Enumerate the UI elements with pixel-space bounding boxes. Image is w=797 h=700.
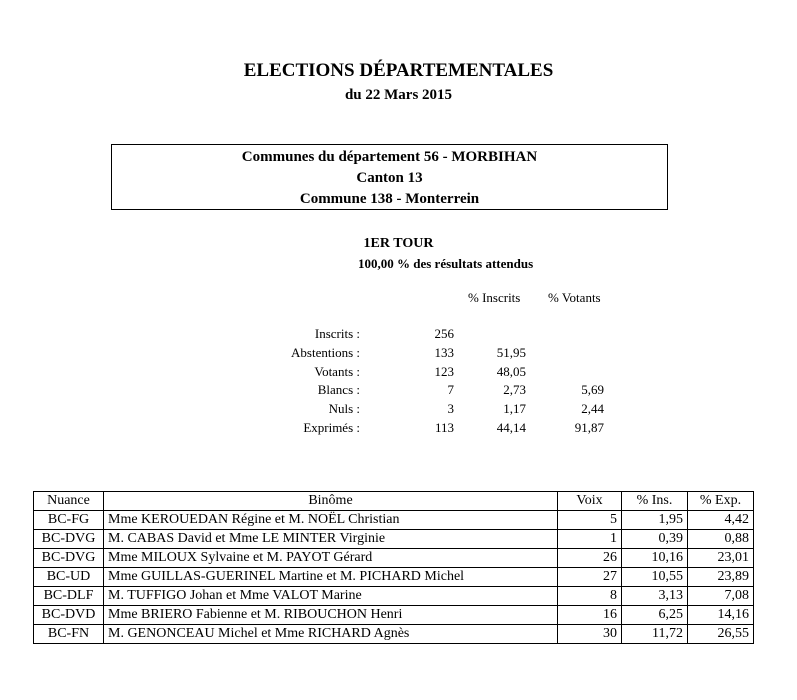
col-header-pct-votants: % Votants: [548, 290, 601, 305]
cell-pct-exp: 23,89: [688, 568, 754, 587]
cell-pct-ins: 10,16: [622, 549, 688, 568]
cell-binome: Mme MILOUX Sylvaine et M. PAYOT Gérard: [104, 549, 558, 568]
cell-nuance: BC-DLF: [34, 587, 104, 606]
table-row: [34, 511, 754, 530]
cell-binome: M. CABAS David et Mme LE MINTER Virginie: [104, 530, 558, 549]
summary-pct-votants: 91,87: [574, 420, 604, 435]
header-binome: Binôme: [104, 492, 558, 511]
header-pct-exp: % Exp.: [688, 492, 754, 511]
cell-nuance: BC-FN: [34, 625, 104, 644]
summary-pct-inscrits: 48,05: [496, 364, 526, 379]
cell-nuance: BC-DVD: [34, 606, 104, 625]
canton-line: Canton 13: [356, 170, 423, 186]
cell-pct-ins: 3,13: [622, 587, 688, 606]
header-voix: Voix: [558, 492, 622, 511]
cell-pct-exp: 4,42: [688, 511, 754, 530]
summary-pct-inscrits: 51,95: [496, 345, 526, 360]
page-title: ELECTIONS DÉPARTEMENTALES: [243, 60, 554, 81]
results-progress: 100,00 % des résultats attendus: [358, 256, 534, 271]
cell-binome: M. TUFFIGO Johan et Mme VALOT Marine: [104, 587, 558, 606]
summary-value: 133: [434, 345, 454, 360]
summary-pct-votants: 5,69: [581, 382, 604, 397]
cell-binome: Mme KEROUEDAN Régine et M. NOËL Christian: [104, 511, 558, 530]
commune-line: Commune 138 - Monterrein: [299, 191, 480, 207]
summary-label: Nuls :: [328, 401, 360, 416]
summary-pct-inscrits: 1,17: [503, 401, 526, 416]
results-table: [33, 491, 754, 644]
summary-label: Inscrits :: [314, 326, 360, 341]
table-row: [34, 587, 754, 606]
summary-label: Votants :: [314, 364, 360, 379]
round-title: 1ER TOUR: [363, 236, 434, 251]
cell-nuance: BC-DVG: [34, 530, 104, 549]
table-row: [34, 568, 754, 587]
results-body: [34, 511, 754, 644]
header-pct-ins: % Ins.: [622, 492, 688, 511]
summary-value: 3: [447, 401, 454, 416]
table-row: [34, 530, 754, 549]
cell-pct-ins: 10,55: [622, 568, 688, 587]
summary-label: Blancs :: [317, 382, 360, 397]
summary-value: 113: [434, 420, 454, 435]
department-line: Communes du département 56 - MORBIHAN: [241, 149, 538, 165]
cell-voix: 26: [558, 549, 622, 568]
cell-pct-exp: 26,55: [688, 625, 754, 644]
cell-binome: Mme BRIERO Fabienne et M. RIBOUCHON Henri: [104, 606, 558, 625]
cell-nuance: BC-FG: [34, 511, 104, 530]
cell-pct-ins: 1,95: [622, 511, 688, 530]
cell-pct-exp: 7,08: [688, 587, 754, 606]
cell-voix: 5: [558, 511, 622, 530]
cell-binome: Mme GUILLAS-GUERINEL Martine et M. PICHARD Michel: [104, 568, 558, 587]
cell-voix: 8: [558, 587, 622, 606]
cell-binome: M. GENONCEAU Michel et Mme RICHARD Agnès: [104, 625, 558, 644]
cell-voix: 27: [558, 568, 622, 587]
col-header-pct-inscrits: % Inscrits: [468, 290, 521, 305]
cell-nuance: BC-DVG: [34, 549, 104, 568]
cell-nuance: BC-UD: [34, 568, 104, 587]
header-nuance: Nuance: [34, 492, 104, 511]
summary-pct-votants: 2,44: [581, 401, 604, 416]
cell-pct-ins: 0,39: [622, 530, 688, 549]
location-box: [111, 144, 668, 210]
cell-pct-ins: 6,25: [622, 606, 688, 625]
cell-voix: 16: [558, 606, 622, 625]
summary-value: 256: [434, 326, 454, 341]
results-header-row: [34, 492, 754, 511]
summary-label: Exprimés :: [303, 420, 360, 435]
table-row: [34, 606, 754, 625]
summary-label: Abstentions :: [291, 345, 360, 360]
summary-pct-inscrits: 44,14: [496, 420, 526, 435]
cell-pct-exp: 23,01: [688, 549, 754, 568]
election-date: du 22 Mars 2015: [344, 87, 453, 103]
cell-pct-exp: 14,16: [688, 606, 754, 625]
table-row: [34, 549, 754, 568]
cell-voix: 30: [558, 625, 622, 644]
cell-voix: 1: [558, 530, 622, 549]
summary-value: 123: [434, 364, 454, 379]
summary-value: 7: [447, 382, 454, 397]
cell-pct-ins: 11,72: [622, 625, 688, 644]
table-row: [34, 625, 754, 644]
summary-pct-inscrits: 2,73: [503, 382, 526, 397]
cell-pct-exp: 0,88: [688, 530, 754, 549]
